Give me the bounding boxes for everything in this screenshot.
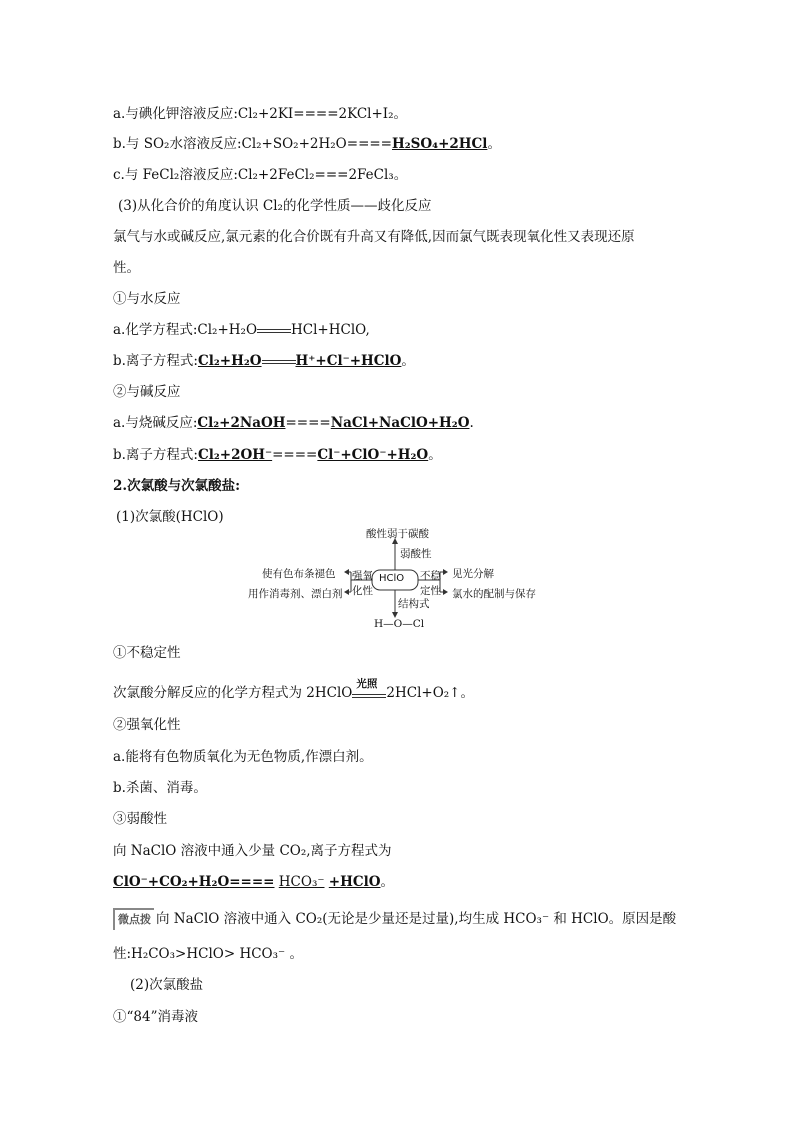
weak-acid-title-text: ③弱酸性 — [113, 811, 167, 827]
decomposition-eq-right: 2HCl+O₂↑。 — [386, 685, 474, 701]
water-chem-eq — [113, 321, 370, 339]
reaction-fecl2-text: c.与 FeCl₂溶液反应:Cl₂+2FeCl₂===2FeCl₃。 — [113, 167, 408, 183]
light-condition-label: 光照 — [356, 677, 378, 690]
weak-acid-text — [113, 842, 392, 860]
oxidizing-b — [113, 779, 207, 797]
reaction-so2-line — [113, 135, 501, 153]
reversible-arrow-icon — [257, 326, 291, 336]
diagram-center-label: HClO — [379, 573, 405, 584]
base-ionic-eq-left: Cl₂+2OH⁻ — [197, 447, 273, 463]
diagram-structure-label: 结构式 — [398, 598, 430, 610]
water-ionic-eq — [113, 352, 415, 370]
diagram-structure-formula: H—O—Cl — [374, 618, 425, 630]
diagram-left-output-1: 使有色布条褪色 — [262, 568, 336, 580]
diagram-right-output-2: 氯水的配制与保存 — [452, 588, 536, 600]
oxidizing-a — [113, 748, 373, 766]
reaction-so2-end: 。 — [487, 136, 501, 152]
base-naoh-eq-right: NaCl+NaClO+H₂O — [330, 415, 470, 431]
reversible-arrow-icon — [262, 357, 296, 367]
hclo-properties-diagram — [248, 528, 548, 636]
section-2-title-text: 2.次氯酸与次氯酸盐: — [113, 478, 241, 494]
section-3-title — [118, 197, 431, 215]
tip-badge: 微点拨 — [113, 908, 154, 930]
weak-acid-title — [113, 810, 167, 828]
unstable-title — [113, 644, 181, 662]
reaction-so2-prefix: b.与 SO₂水溶液反应:Cl₂+SO₂+2H₂O==== — [113, 136, 392, 152]
diagram-right-output-1: 见光分解 — [452, 568, 494, 580]
water-ionic-eq-left: Cl₂+H₂O — [197, 353, 262, 369]
weak-acid-eq-right: +HClO — [328, 874, 381, 890]
oxidizing-b-text: b.杀菌、消毒。 — [113, 780, 207, 796]
tip-line-cont — [113, 945, 303, 963]
base-ionic-eq-right: Cl⁻+ClO⁻+H₂O — [317, 447, 429, 463]
diagram-top-text: 酸性弱于碳酸 — [366, 528, 429, 540]
weak-acid-eq — [113, 873, 394, 891]
weak-acid-eq-left: ClO⁻+CO₂+H₂O — [113, 874, 230, 890]
weak-acid-eq-end: 。 — [380, 874, 394, 890]
diagram-oxidizing-label-1: 强氧 — [352, 570, 373, 582]
water-reaction-title — [113, 290, 181, 308]
arrow-right-icon — [443, 569, 448, 575]
weak-acid-eq-sign: ==== — [229, 874, 275, 890]
para-disproportionation-cont — [113, 259, 140, 277]
para-disproportionation-text: 氯气与水或碱反应,氯元素的化合价既有升高又有降低,因而氯气既表现氧化性又表现还原 — [113, 229, 635, 245]
reaction-ki-line — [113, 105, 407, 123]
light-condition — [352, 677, 386, 701]
hypochlorite-title — [130, 976, 203, 994]
decomposition-eq — [113, 677, 474, 702]
water-chem-eq-right: HCl+HClO, — [291, 322, 370, 338]
tip-text: 向 NaClO 溶液中通入 CO₂(无论是少量还是过量),均生成 HCO₃⁻ 和 HClO。原因是酸 — [156, 911, 677, 927]
weak-acid-eq-hco3: HCO₃⁻ — [278, 874, 325, 890]
decomposition-eq-left: 次氯酸分解反应的化学方程式为 2HClO — [113, 685, 353, 701]
diagram-unstable-label-2: 定性 — [420, 585, 441, 597]
water-ionic-eq-end: 。 — [401, 353, 415, 369]
arrow-left-icon — [344, 569, 349, 575]
section-2-title — [113, 477, 240, 495]
reaction-ki-text: a.与碘化钾溶液反应:Cl₂+2KI====2KCl+I₂。 — [113, 106, 408, 122]
para-disproportionation-cont-text: 性。 — [113, 260, 140, 276]
hypochlorite-title-text: (2)次氯酸盐 — [130, 977, 204, 993]
base-ionic-eq-sign: ==== — [272, 447, 318, 463]
base-ionic-eq — [113, 446, 442, 464]
base-naoh-eq-end: . — [469, 415, 474, 431]
oxidizing-title-text: ②强氧化性 — [113, 717, 181, 733]
base-reaction-title — [113, 383, 181, 401]
diagram-left-output-2: 用作消毒剂、漂白剂 — [248, 588, 343, 600]
reaction-fecl2-line — [113, 166, 407, 184]
water-ionic-eq-right: H⁺+Cl⁻+HClO — [295, 353, 402, 369]
hclo-title — [116, 508, 224, 526]
diagram-weak-acid-label: 弱酸性 — [400, 548, 432, 560]
equals-sign-icon — [352, 691, 386, 701]
arrow-right-icon — [443, 589, 448, 595]
hclo-title-text: (1)次氯酸(HClO) — [116, 509, 224, 525]
weak-acid-text-content: 向 NaClO 溶液中通入少量 CO₂,离子方程式为 — [113, 843, 392, 859]
diagram-oxidizing-label-2: 化性 — [352, 585, 373, 597]
water-chem-eq-left: a.化学方程式:Cl₂+H₂O — [113, 322, 258, 338]
unstable-title-text: ①不稳定性 — [113, 645, 181, 661]
water-ionic-eq-prefix: b.离子方程式: — [113, 353, 198, 369]
base-reaction-title-text: ②与碱反应 — [113, 384, 181, 400]
reaction-so2-answer: H₂SO₄+2HCl — [392, 136, 488, 152]
diagram-unstable-label-1: 不稳 — [420, 570, 441, 582]
water-reaction-title-text: ①与水反应 — [113, 291, 181, 307]
base-naoh-eq-left: Cl₂+2NaOH — [197, 415, 286, 431]
base-ionic-eq-end: 。 — [428, 447, 442, 463]
tip-line — [113, 908, 676, 930]
para-disproportionation — [113, 228, 635, 246]
disinfectant-title-text: ①“84”消毒液 — [113, 1009, 198, 1025]
tip-text-cont: 性:H₂CO₃>HClO> HCO₃⁻ 。 — [113, 946, 303, 962]
oxidizing-a-text: a.能将有色物质氧化为无色物质,作漂白剂。 — [113, 749, 373, 765]
oxidizing-title — [113, 716, 181, 734]
section-3-title-text: (3)从化合价的角度认识 Cl₂的化学性质——歧化反应 — [118, 198, 432, 214]
base-naoh-eq-prefix: a.与烧碱反应: — [113, 415, 198, 431]
disinfectant-title — [113, 1008, 198, 1026]
base-naoh-eq — [113, 414, 474, 432]
base-naoh-eq-sign: ==== — [285, 415, 331, 431]
base-ionic-eq-prefix: b.离子方程式: — [113, 447, 198, 463]
arrow-left-icon — [344, 589, 349, 595]
